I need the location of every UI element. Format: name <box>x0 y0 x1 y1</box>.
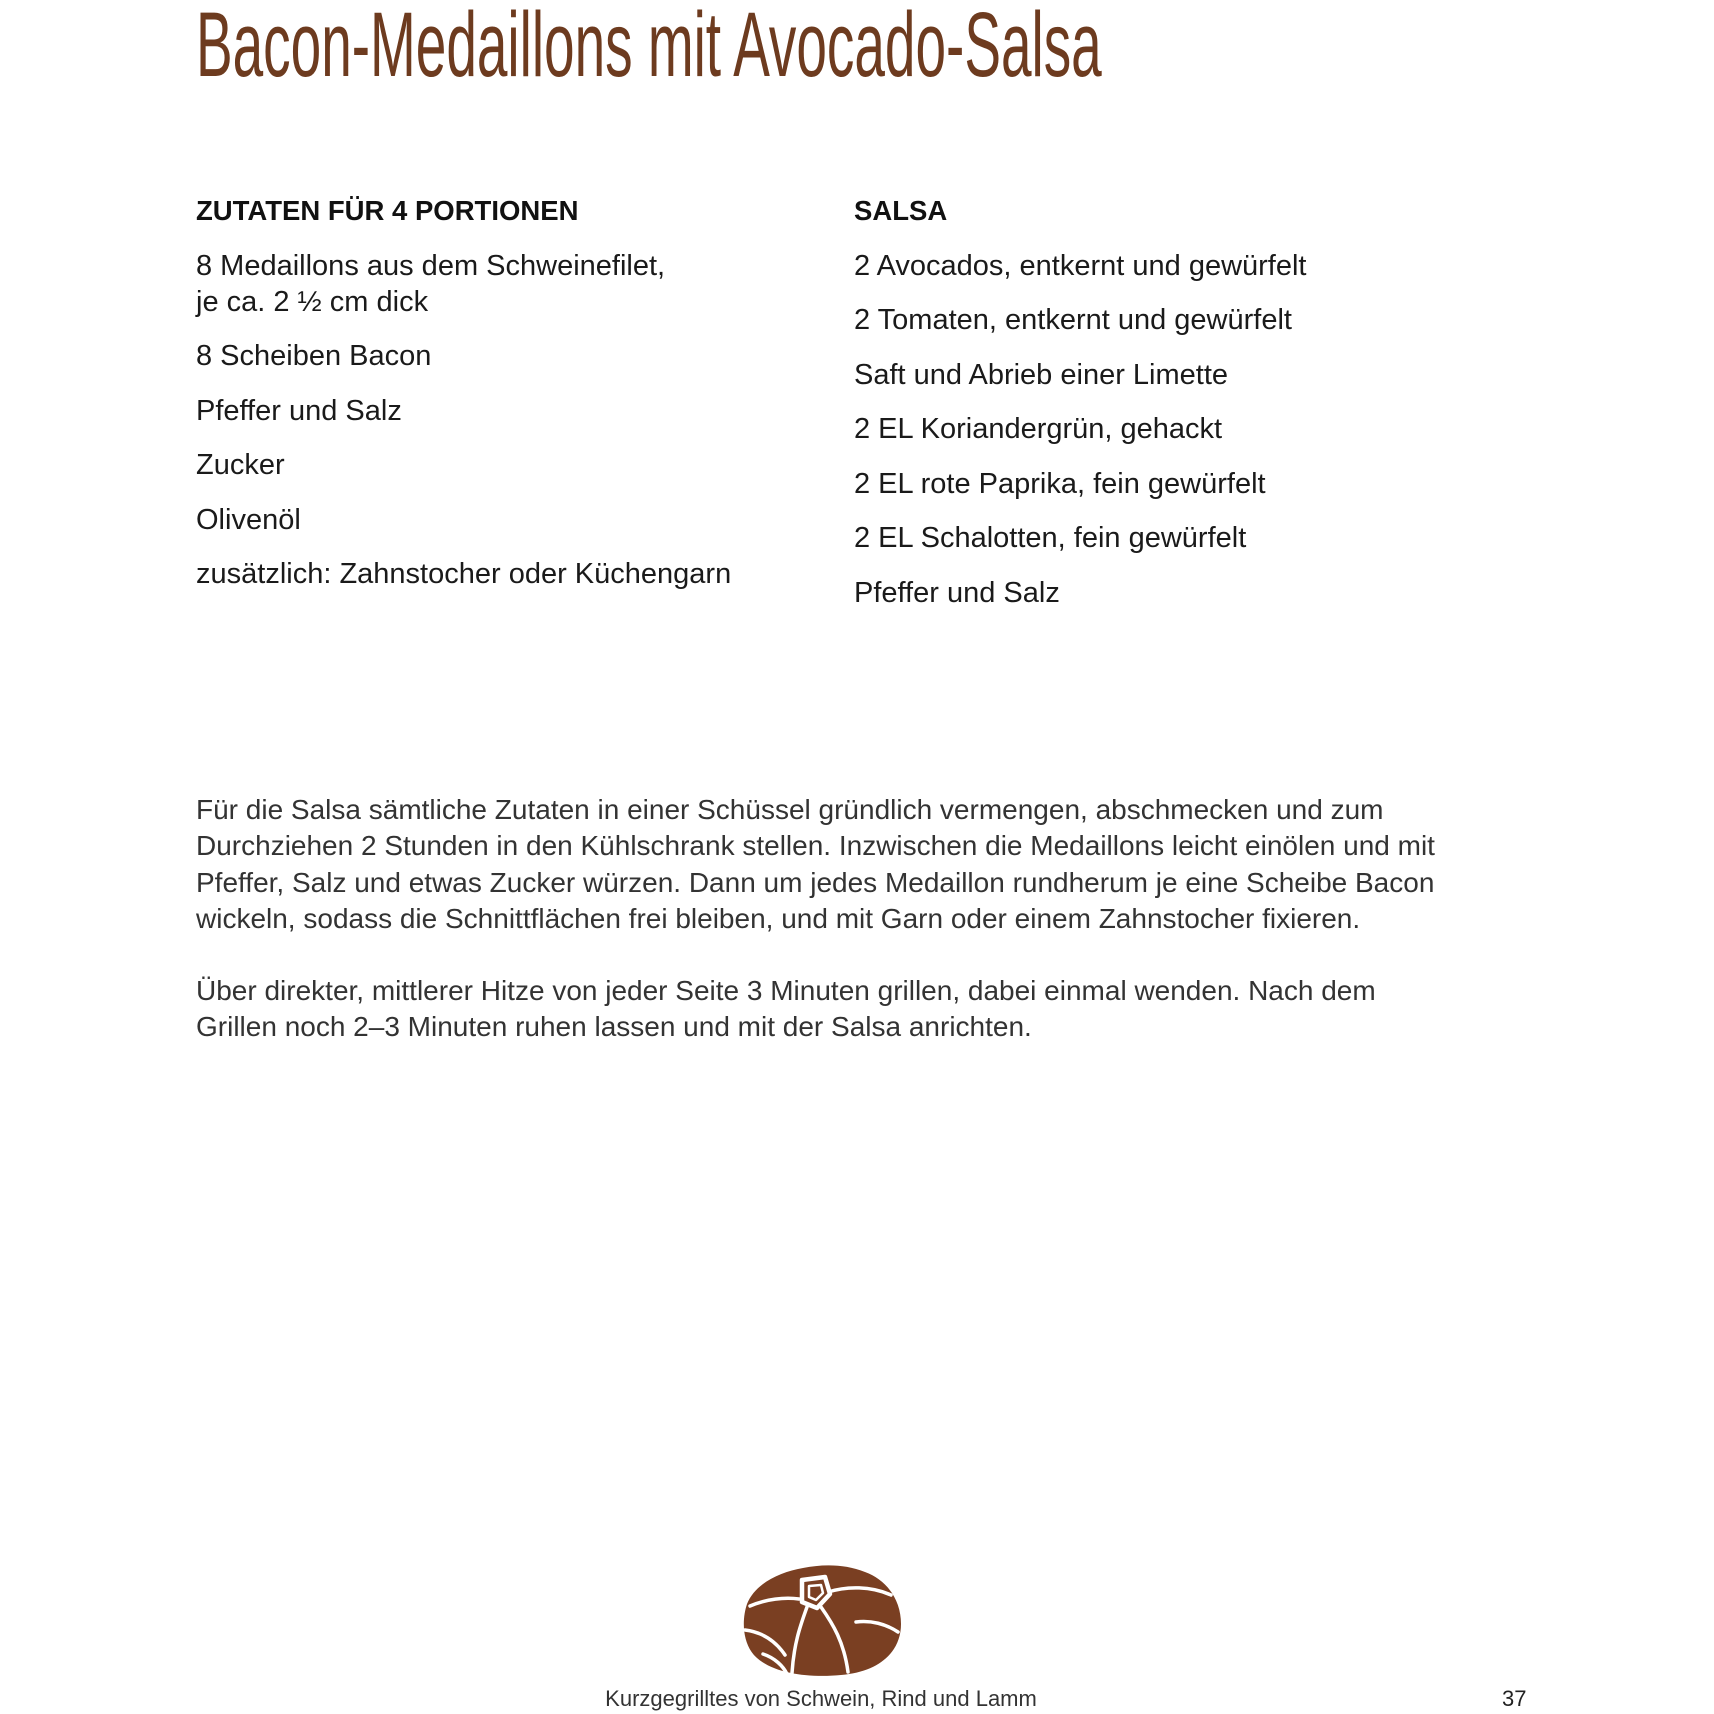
ingredient-line: zusätzlich: Zahnstocher oder Küchengarn <box>196 558 732 590</box>
instruction-line: Durchziehen 2 Stunden in den Kühlschrank stellen. Inzwischen die Medaillons leicht einölen und mit <box>196 830 1435 862</box>
salsa-item: Saft und Abrieb einer Limette <box>854 358 1229 391</box>
ingredient-line: je ca. 2 ½ cm dick <box>196 285 429 318</box>
instruction-line: Über direkter, mittlerer Hitze von jeder Seite 3 Minuten grillen, dabei einmal wenden. Nach dem <box>196 975 1376 1007</box>
ingredient-item <box>196 393 796 429</box>
ingredients-main <box>196 193 796 592</box>
ingredient-line: 8 Scheiben Bacon <box>196 340 432 372</box>
instruction-line: Für die Salsa sämtliche Zutaten in einer Schüssel gründlich vermengen, abschmecken und zum <box>196 794 1384 825</box>
instruction-line: wickeln, sodass die Schnittflächen frei bleiben, und mit Garn oder einem Zahnstocher fixieren. <box>196 902 1361 934</box>
salsa-item: 2 Tomaten, entkernt und gewürfelt <box>854 304 1292 336</box>
steak-icon <box>741 1562 902 1677</box>
instruction-line: Grillen noch 2–3 Minuten ruhen lassen und mit der Salsa anrichten. <box>196 1011 1032 1043</box>
salsa-item: 2 EL rote Paprika, fein gewürfelt <box>854 467 1266 500</box>
instruction-paragraph <box>196 792 1496 937</box>
ingredient-item <box>196 502 796 538</box>
ingredient-item <box>196 248 796 320</box>
ingredient-item <box>196 447 796 483</box>
salsa-item: 2 EL Koriandergrün, gehackt <box>854 413 1223 445</box>
salsa-item: 2 Avocados, entkernt und gewürfelt <box>854 249 1307 282</box>
salsa-item: Pfeffer und Salz <box>854 576 1060 609</box>
instruction-line: Pfeffer, Salz und etwas Zucker würzen. Dann um jedes Medaillon rundherum je eine Scheibe Bacon <box>196 866 1435 898</box>
ingredient-item <box>196 338 796 374</box>
salsa-item: 2 EL Schalotten, fein gewürfelt <box>854 522 1247 554</box>
salsa-heading: SALSA <box>854 195 948 226</box>
ingredient-line: Zucker <box>196 449 285 481</box>
chapter-title: Kurzgegrilltes von Schwein, Rind und Lamm <box>605 1686 1037 1711</box>
ingredient-line: Olivenöl <box>196 503 301 536</box>
page-number: 37 <box>1502 1686 1527 1711</box>
instructions <box>196 792 1496 1046</box>
recipe-title: Bacon-Medaillons mit Avocado-Salsa <box>196 0 1102 96</box>
ingredient-line: Pfeffer und Salz <box>196 394 402 427</box>
ingredient-item <box>196 556 796 592</box>
instruction-paragraph <box>196 973 1496 1046</box>
ingredients-salsa <box>854 193 1554 611</box>
ingredients-heading: ZUTATEN FÜR 4 PORTIONEN <box>196 195 579 226</box>
ingredient-line: 8 Medaillons aus dem Schweinefilet, <box>196 249 666 282</box>
